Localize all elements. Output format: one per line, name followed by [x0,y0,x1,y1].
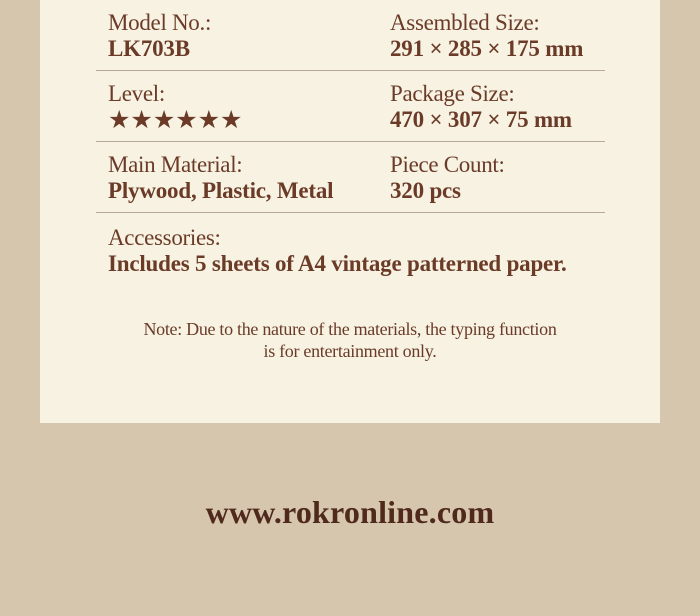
spec-label: Package Size: [390,81,515,106]
spec-value: 291 × 285 × 175 mm [390,36,584,61]
website-link[interactable]: www.rokronline.com [205,494,495,530]
spec-label: Model No.: [108,10,212,35]
spec-row [96,0,605,71]
note-line: is for entertainment only. [263,341,437,361]
spec-package-size [390,81,572,133]
note-line: Note: Due to the nature of the materials, the typing function [143,319,557,339]
spec-row [96,142,605,213]
entertainment-note [40,318,660,362]
spec-value: LK703B [108,36,190,61]
spec-label: Piece Count: [390,152,505,177]
spec-assembled-size [390,10,583,62]
spec-label: Accessories: [108,225,221,250]
spec-row [96,71,605,142]
spec-table [96,0,605,213]
spec-value: Plywood, Plastic, Metal [108,178,334,203]
spec-label: Assembled Size: [390,10,540,35]
spec-label: Level: [108,81,165,106]
spec-level [108,81,242,133]
spec-model-number [108,10,211,62]
spec-label: Main Material: [108,152,243,177]
spec-value: Includes 5 sheets of A4 vintage patterned paper. [108,251,567,276]
spec-main-material [108,152,333,204]
spec-value: 320 pcs [390,178,461,203]
spec-value: 470 × 307 × 75 mm [390,107,572,132]
spec-accessories [108,225,567,277]
spec-piece-count [390,152,505,204]
star-rating-icon: ★★★★★★ [108,105,243,134]
